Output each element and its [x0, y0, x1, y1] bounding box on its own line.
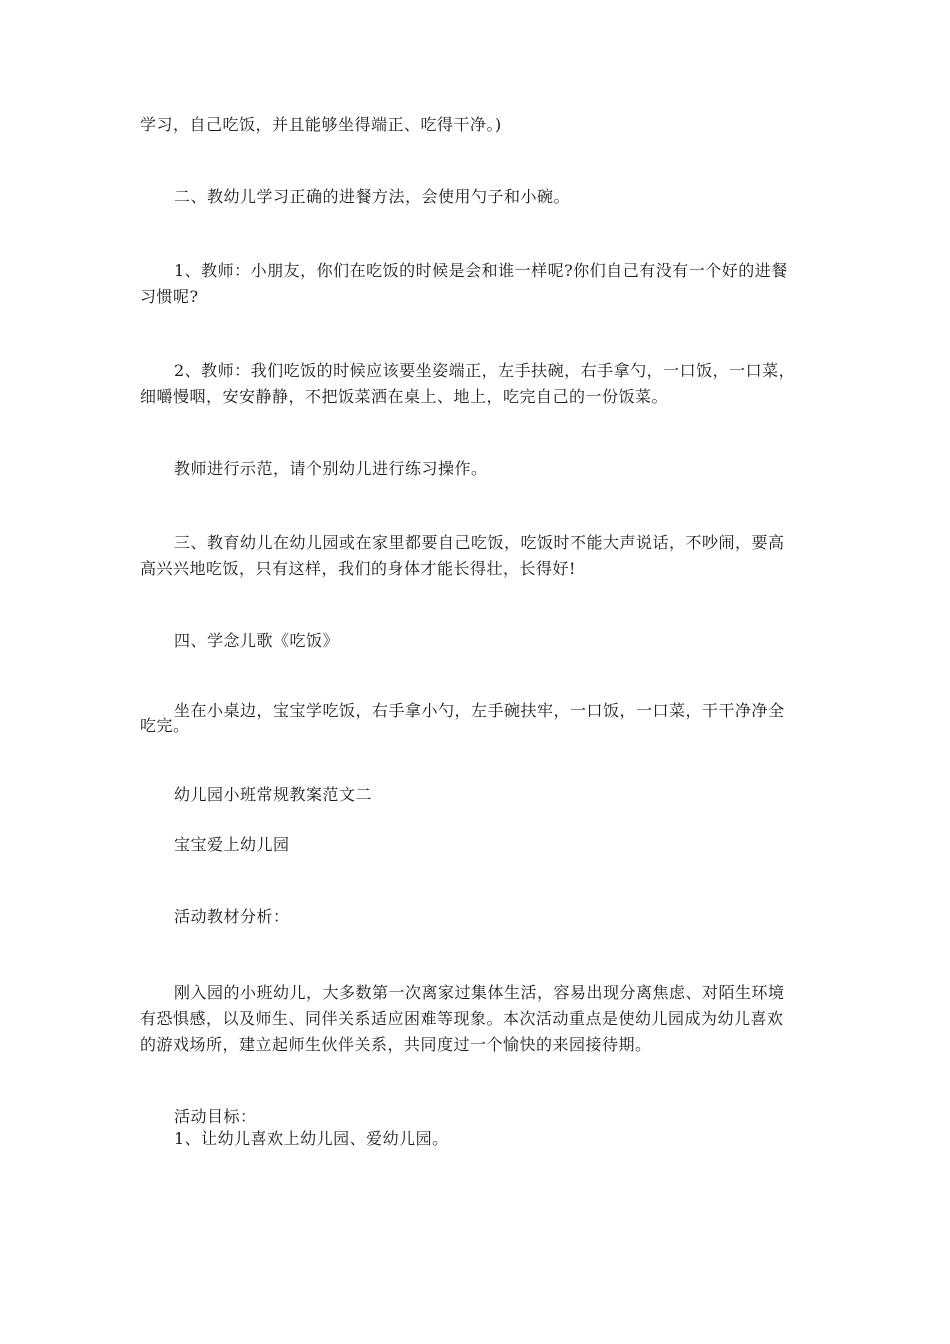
text-line: 高兴兴地吃饭，只有这样，我们的身体才能长得壮，长得好! — [140, 559, 576, 578]
text-line: 刚入园的小班幼儿，大多数第一次离家过集体生活，容易出现分离焦虑、对陌生环境 — [174, 983, 785, 1002]
text-line: 习惯呢? — [140, 287, 199, 306]
text-line: 细嚼慢咽，安安静静，不把饭菜洒在桌上、地上，吃完自己的一份饭菜。 — [140, 387, 669, 406]
activity-title: 宝宝爱上幼儿园 — [174, 835, 290, 854]
text-line: 教师进行示范，请个别幼儿进行练习操作。 — [174, 459, 488, 478]
lesson-title: 幼儿园小班常规教案范文二 — [174, 785, 373, 804]
text-line: 坐在小桌边，宝宝学吃饭，右手拿小勺，左手碗扶牢，一口饭，一口菜，干干净净全 — [174, 701, 785, 720]
text-line: 吃完。 — [140, 716, 190, 735]
text-line: 1、让幼儿喜欢上幼儿园、爱幼儿园。 — [174, 1129, 449, 1148]
text-line: 有恐惧感，以及师生、同伴关系适应困难等现象。本次活动重点是使幼儿园成为幼儿喜欢 — [140, 1009, 784, 1028]
text-line: 1、教师：小朋友，你们在吃饭的时候是会和谁一样呢?你们自己有没有一个好的进餐 — [174, 261, 788, 280]
section-heading-2: 二、教幼儿学习正确的进餐方法，会使用勺子和小碗。 — [174, 187, 571, 206]
text-line: 的游戏场所，建立起师生伙伴关系，共同度过一个愉快的来园接待期。 — [140, 1035, 652, 1054]
section-heading-3: 三、教育幼儿在幼儿园或在家里都要自己吃饭，吃饭时不能大声说话，不吵闹，要高 — [174, 533, 785, 552]
nursery-rhyme-block — [140, 701, 820, 741]
section-label: 活动目标： — [174, 1107, 257, 1126]
text-line: 学习，自己吃饭，并且能够坐得端正、吃得干净。) — [140, 115, 502, 134]
text-line: 2、教师：我们吃饭的时候应该要坐姿端正，左手扶碗，右手拿勺，一口饭，一口菜， — [174, 361, 796, 380]
section-label: 活动教材分析： — [174, 907, 290, 926]
section-heading-4: 四、学念儿歌《吃饭》 — [174, 631, 340, 650]
